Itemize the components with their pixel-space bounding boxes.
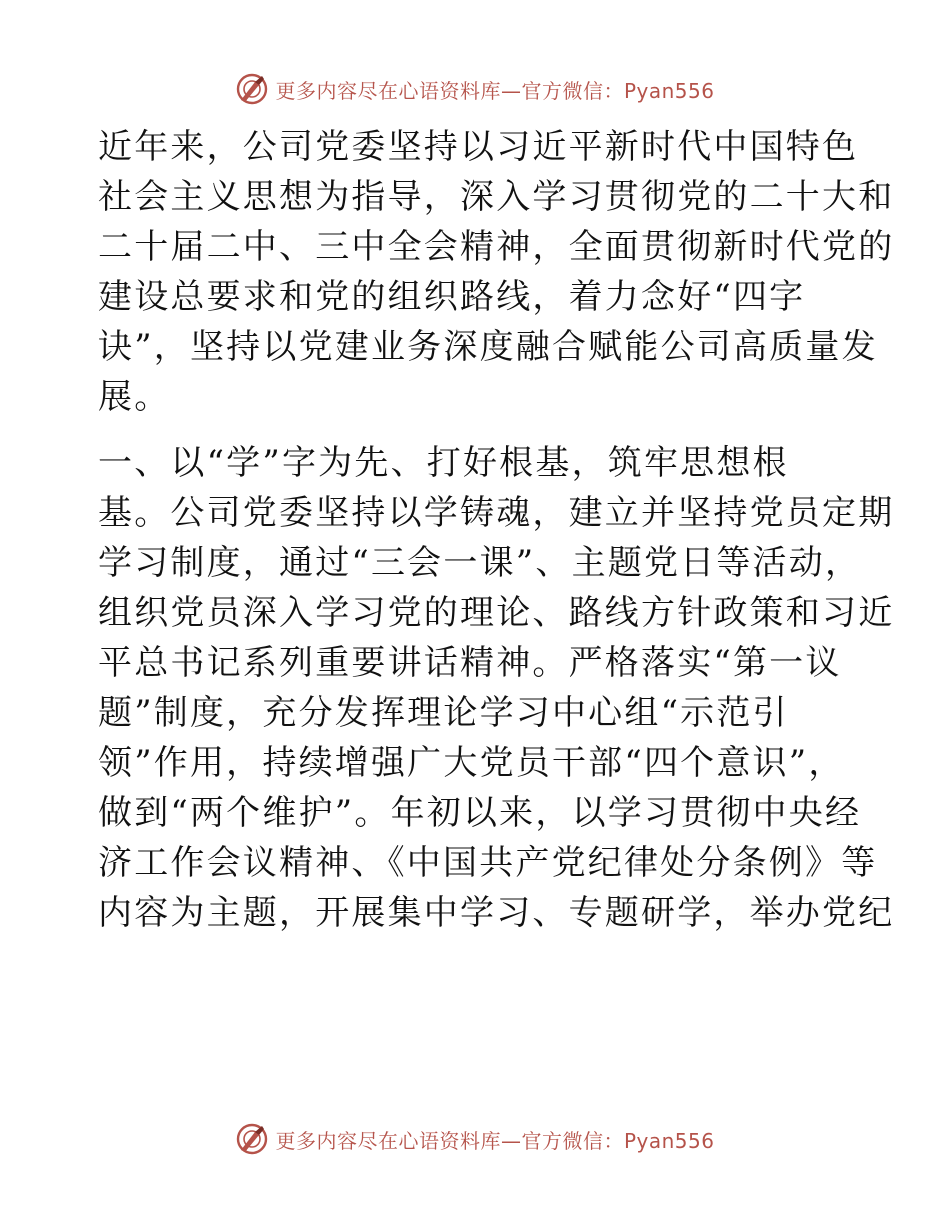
text-line: 做到“两个维护”。年初以来，以学习贯彻中央经 — [98, 793, 862, 833]
text-line: 建设总要求和党的组织路线，着力念好“四字 — [98, 277, 806, 317]
header-watermark — [0, 72, 950, 106]
text-line: 题”制度，充分发挥理论学习中心组“示范引 — [98, 693, 789, 733]
footer-watermark — [0, 1122, 950, 1156]
text-line: 平总书记系列重要讲话精神。严格落实“第一议 — [98, 643, 842, 683]
text-line: 基。公司党委坚持以学铸魂，建立并坚持党员定期 — [98, 493, 895, 533]
pen-logo-icon — [235, 72, 269, 106]
watermark-text: 更多内容尽在心语资料库—官方微信：Pyan556 — [275, 78, 715, 103]
text-line: 二十届二中、三中全会精神，全面贯彻新时代党的 — [98, 227, 895, 267]
text-line: 组织党员深入学习党的理论、路线方针政策和习近 — [98, 593, 895, 633]
watermark-text: 更多内容尽在心语资料库—官方微信：Pyan556 — [275, 1128, 715, 1153]
paragraph-intro — [98, 122, 895, 422]
document-body — [98, 122, 895, 938]
text-line: 学习制度，通过“三会一课”、主题党日等活动， — [98, 543, 862, 583]
paragraph-section-one — [98, 438, 895, 938]
text-line: 诀”，坚持以党建业务深度融合赋能公司高质量发 — [98, 327, 878, 367]
text-line: 近年来，公司党委坚持以习近平新时代中国特色 — [98, 127, 859, 167]
text-line: 社会主义思想为指导，深入学习贯彻党的二十大和 — [98, 177, 895, 217]
text-line: 展。 — [98, 377, 171, 417]
text-line: 一、以“学”字为先、打好根基，筑牢思想根 — [98, 443, 789, 483]
text-line: 领”作用，持续增强广大党员干部“四个意识”， — [98, 743, 845, 783]
pen-logo-icon — [235, 1122, 269, 1156]
text-line: 内容为主题，开展集中学习、专题研学，举办党纪 — [98, 893, 895, 933]
text-line: 济工作会议精神、《中国共产党纪律处分条例》等 — [98, 843, 878, 883]
